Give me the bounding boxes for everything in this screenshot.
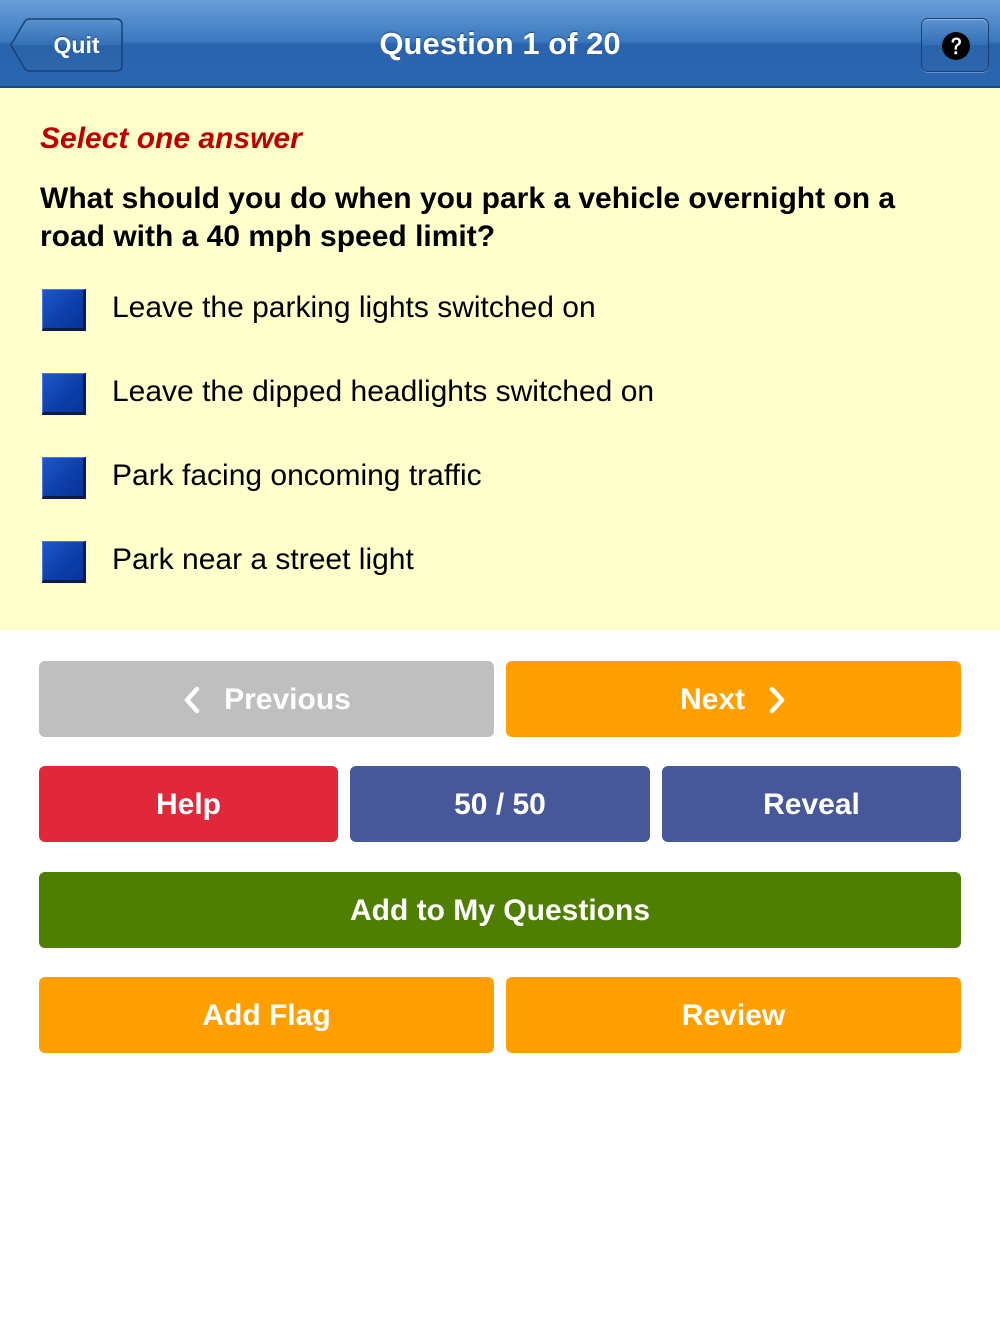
answer-option-1[interactable] bbox=[40, 284, 960, 340]
review-label: Review bbox=[681, 999, 786, 1033]
previous-label: Previous bbox=[224, 683, 351, 717]
help-button[interactable] bbox=[39, 766, 338, 842]
add-to-my-questions-button[interactable] bbox=[39, 872, 961, 948]
chevron-right-icon bbox=[767, 686, 787, 714]
answer-label: Leave the parking lights switched on bbox=[112, 291, 596, 324]
quit-label: Quit bbox=[53, 32, 100, 58]
chevron-left-icon bbox=[182, 686, 202, 714]
previous-button[interactable] bbox=[39, 661, 494, 737]
answer-option-3[interactable] bbox=[40, 452, 960, 508]
question-panel bbox=[0, 88, 1000, 630]
answer-label: Park facing oncoming traffic bbox=[112, 459, 482, 492]
page-title: Question 1 of 20 bbox=[379, 26, 621, 61]
question-mark-icon bbox=[941, 31, 971, 61]
next-button[interactable] bbox=[506, 661, 961, 737]
fifty-fifty-label: 50 / 50 bbox=[454, 788, 546, 822]
answer-checkbox[interactable] bbox=[42, 373, 86, 415]
answer-label: Park near a street light bbox=[112, 543, 414, 576]
next-label: Next bbox=[679, 683, 746, 717]
reveal-button[interactable] bbox=[662, 766, 961, 842]
fifty-fifty-button[interactable] bbox=[350, 766, 650, 842]
answer-option-4[interactable] bbox=[40, 536, 960, 592]
help-info-button[interactable] bbox=[921, 18, 989, 72]
answer-checkbox[interactable] bbox=[42, 457, 86, 499]
reveal-label: Reveal bbox=[763, 788, 860, 822]
answer-checkbox[interactable] bbox=[42, 289, 86, 331]
add-flag-button[interactable] bbox=[39, 977, 494, 1053]
navigation-bar bbox=[0, 0, 1000, 88]
add-to-my-questions-label: Add to My Questions bbox=[350, 894, 650, 928]
answer-checkbox[interactable] bbox=[42, 541, 86, 583]
add-flag-label: Add Flag bbox=[202, 999, 331, 1033]
instruction-text: Select one answer bbox=[40, 122, 302, 155]
review-button[interactable] bbox=[506, 977, 961, 1053]
question-text: What should you do when you park a vehicle overnight on a road with a 40 mph speed limit? bbox=[40, 182, 896, 253]
answer-option-2[interactable] bbox=[40, 368, 960, 424]
answer-label: Leave the dipped headlights switched on bbox=[112, 375, 655, 408]
help-label: Help bbox=[155, 788, 221, 822]
